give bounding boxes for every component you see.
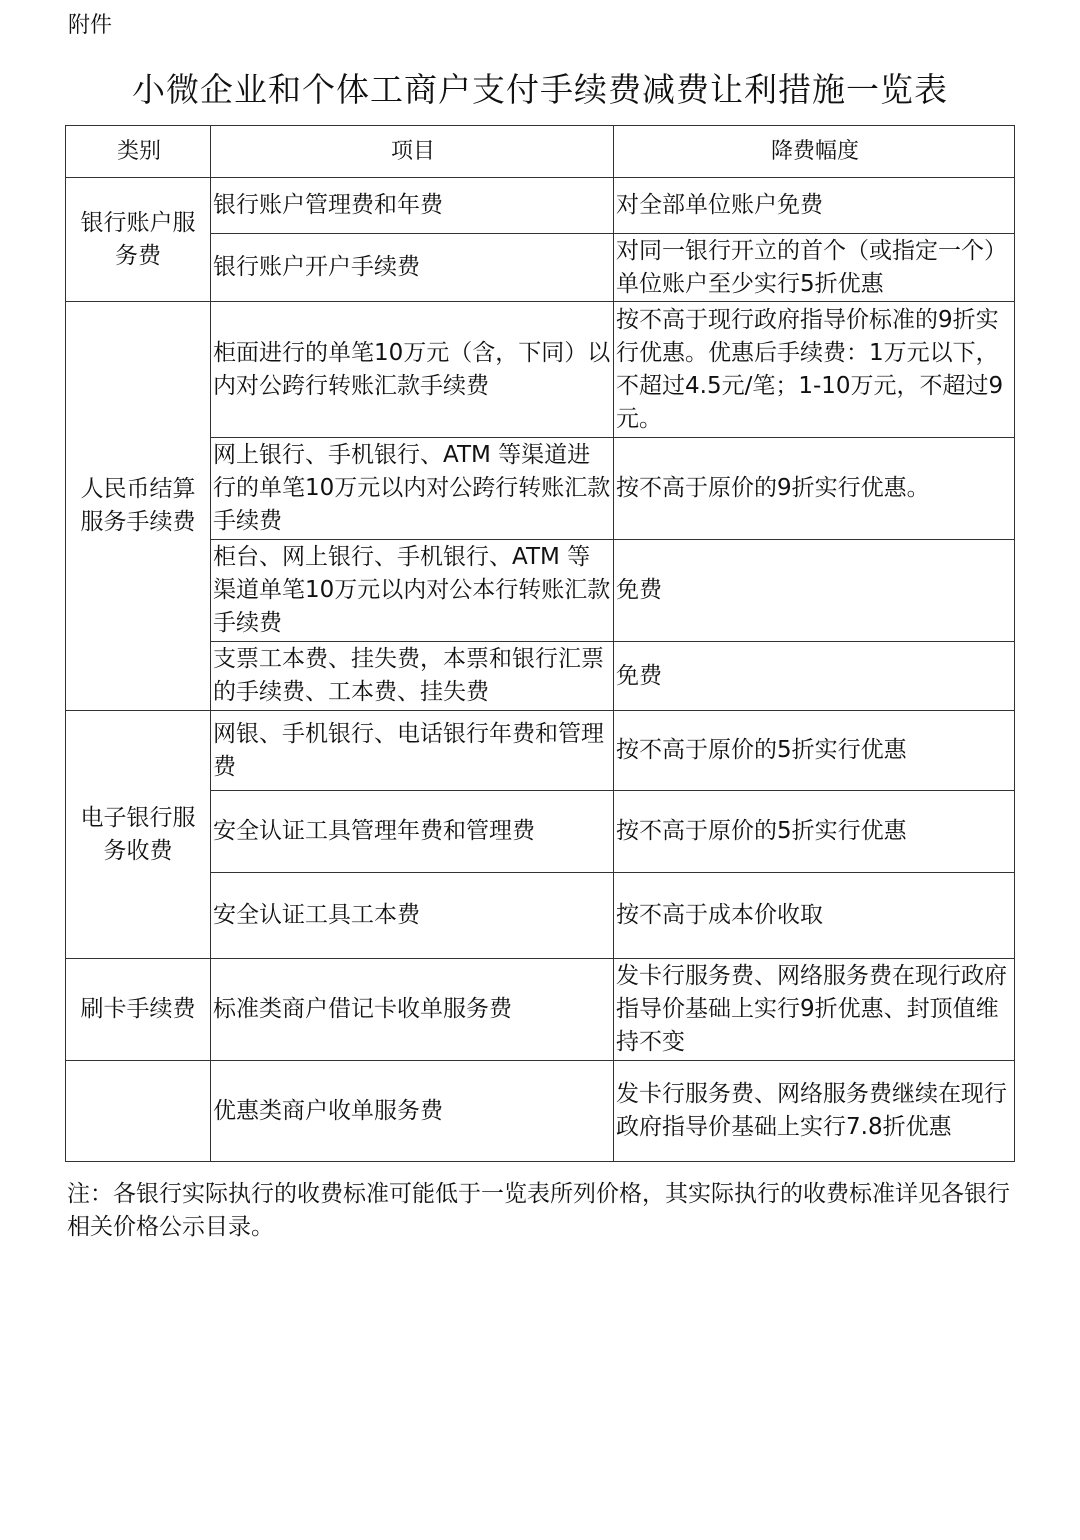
fee-reduction-table bbox=[65, 125, 1015, 1162]
item-cell: 标准类商户借记卡收单服务费 bbox=[211, 959, 614, 1061]
footnote: 注：各银行实际执行的收费标准可能低于一览表所列价格，其实际执行的收费标准详见各银行相关价格公示目录。 bbox=[67, 1181, 1010, 1240]
reduction-cell: 发卡行服务费、网络服务费继续在现行政府指导价基础上实行7.8折优惠 bbox=[614, 1061, 1015, 1162]
reduction-cell: 按不高于成本价收取 bbox=[614, 873, 1015, 959]
category-cell: 电子银行服务收费 bbox=[66, 711, 211, 959]
item-cell: 柜台、网上银行、手机银行、ATM 等渠道单笔10万元以内对公本行转账汇款手续费 bbox=[211, 540, 614, 642]
header-item: 项目 bbox=[211, 126, 614, 178]
item-cell: 支票工本费、挂失费，本票和银行汇票的手续费、工本费、挂失费 bbox=[211, 642, 614, 711]
item-cell: 柜面进行的单笔10万元（含，下同）以内对公跨行转账汇款手续费 bbox=[211, 302, 614, 438]
item-cell: 优惠类商户收单服务费 bbox=[211, 1061, 614, 1162]
reduction-cell: 发卡行服务费、网络服务费在现行政府指导价基础上实行9折优惠、封顶值维持不变 bbox=[614, 959, 1015, 1061]
header-category: 类别 bbox=[66, 126, 211, 178]
table-row bbox=[66, 178, 1015, 234]
item-cell: 安全认证工具工本费 bbox=[211, 873, 614, 959]
category-cell bbox=[66, 1061, 211, 1162]
table-header-row bbox=[66, 126, 1015, 178]
table-row bbox=[66, 959, 1015, 1061]
reduction-cell: 免费 bbox=[614, 642, 1015, 711]
reduction-cell: 对同一银行开立的首个（或指定一个）单位账户至少实行5折优惠 bbox=[614, 234, 1015, 302]
reduction-cell: 按不高于原价的9折实行优惠。 bbox=[614, 438, 1015, 540]
header-reduction: 降费幅度 bbox=[614, 126, 1015, 178]
item-cell: 银行账户开户手续费 bbox=[211, 234, 614, 302]
annex-label: 附件 bbox=[68, 13, 113, 38]
reduction-cell: 免费 bbox=[614, 540, 1015, 642]
category-cell: 银行账户服务费 bbox=[66, 178, 211, 302]
reduction-cell: 按不高于原价的5折实行优惠 bbox=[614, 711, 1015, 791]
reduction-cell: 对全部单位账户免费 bbox=[614, 178, 1015, 234]
item-cell: 安全认证工具管理年费和管理费 bbox=[211, 791, 614, 873]
item-cell: 网上银行、手机银行、ATM 等渠道进行的单笔10万元以内对公跨行转账汇款手续费 bbox=[211, 438, 614, 540]
table-row bbox=[66, 711, 1015, 791]
category-cell: 刷卡手续费 bbox=[66, 959, 211, 1061]
reduction-cell: 按不高于现行政府指导价标准的9折实行优惠。优惠后手续费：1万元以下，不超过4.5元/笔；1-10万元，不超过9元。 bbox=[614, 302, 1015, 438]
item-cell: 银行账户管理费和年费 bbox=[211, 178, 614, 234]
table-row bbox=[66, 302, 1015, 438]
item-cell: 网银、手机银行、电话银行年费和管理费 bbox=[211, 711, 614, 791]
reduction-cell: 按不高于原价的5折实行优惠 bbox=[614, 791, 1015, 873]
page-title: 小微企业和个体工商户支付手续费减费让利措施一览表 bbox=[132, 70, 948, 109]
category-cell: 人民币结算服务手续费 bbox=[66, 302, 211, 711]
table-row bbox=[66, 1061, 1015, 1162]
